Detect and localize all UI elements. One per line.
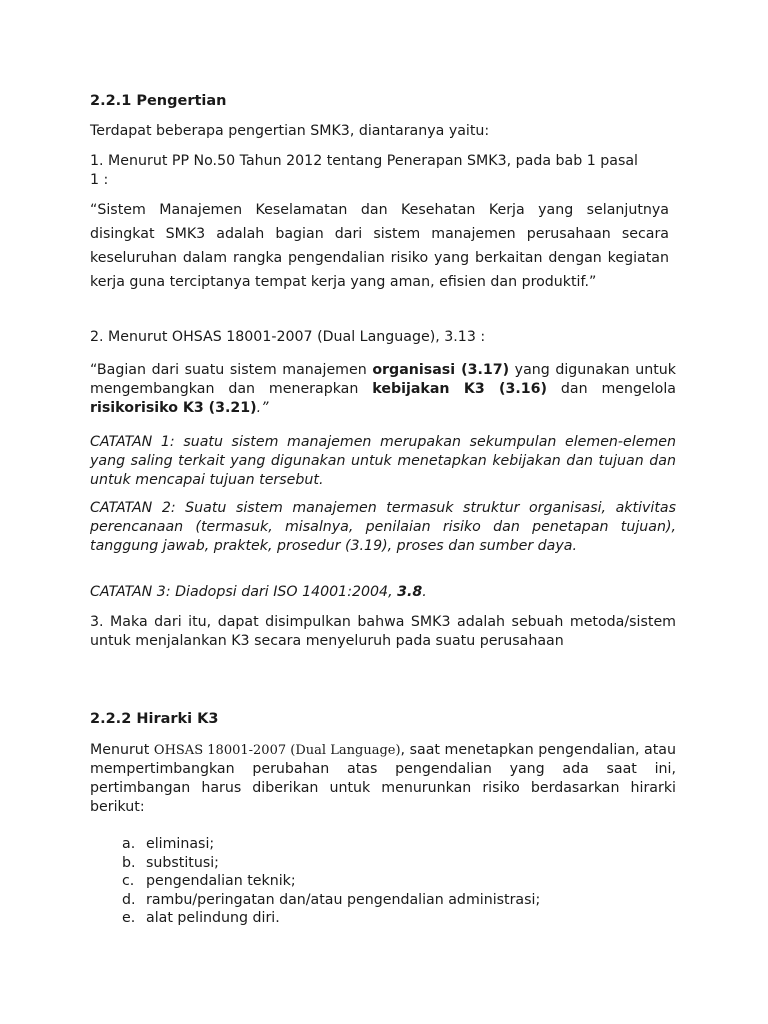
list-item-text: pengendalian teknik; [146, 873, 296, 889]
ohsas-quote [90, 361, 676, 418]
quote-text: .” [256, 400, 269, 416]
point-1-line-1: 1. Menurut PP No.50 Tahun 2012 tentang Penerapan SMK3, pada bab 1 pasal [90, 153, 639, 169]
catatan-3-text: CATATAN 3: Diadopsi dari ISO 14001:2004, [90, 584, 398, 600]
intro-text: , saat menetapkan pengendalian, atau mempertimbangkan perubahan atas pengendalian yang ada saat ini, pertimbangan harus diberikan untuk menurunkan risiko berdasarkan hirarki berikut: [90, 742, 676, 815]
list-marker: d. [122, 891, 136, 908]
term-organisasi: organisasi (3.17) [372, 362, 510, 378]
ohsas-reference: OHSAS 18001-2007 (Dual Language) [153, 743, 401, 758]
list-item-text: substitusi; [146, 854, 219, 871]
list-item-text: rambu/peringatan dan/atau pengendalian administrasi; [146, 891, 541, 908]
hirarki-intro [90, 741, 676, 817]
section-heading: 2.2.2 Hirarki K3 [90, 711, 219, 727]
point-3: 3. Maka dari itu, dapat disimpulkan bahwa SMK3 adalah sebuah metoda/sistem untuk menjalankan K3 secara menyeluruh pada suatu perusahaan [90, 614, 676, 649]
list-marker: e. [122, 910, 136, 926]
point-1-line-2: 1 : [90, 172, 109, 188]
intro-paragraph: Terdapat beberapa pengertian SMK3, diantaranya yaitu: [90, 123, 490, 139]
hierarchy-list [122, 835, 672, 928]
catatan-3 [90, 584, 676, 600]
catatan-3-ref: 3.8 [397, 584, 423, 600]
list-marker: c. [122, 873, 135, 889]
section-heading: 2.2.1 Pengertian [90, 93, 227, 109]
list-marker: a. [122, 836, 136, 852]
list-item [122, 854, 672, 873]
quote-text: dan mengelola [546, 381, 676, 397]
intro-text: Menurut [90, 742, 154, 758]
definition-quote: “Sistem Manajemen Keselamatan dan Kesehatan Kerja yang selanjutnya disingkat SMK3 adalah bagian dari sistem manajemen perusahaan secara keseluruhan dalam rangka pengendalian risiko yang berkaitan dengan kegiatan kerja guna terciptanya tempat kerja yang aman, efisien dan produktif.” [90, 202, 669, 290]
list-item-text: eliminasi; [146, 836, 215, 852]
list-item [122, 909, 672, 928]
catatan-1: CATATAN 1: suatu sistem manajemen merupakan sekumpulan elemen-elemen yang saling terkait yang digunakan untuk menetapkan kebijakan dan tujuan dan untuk mencapai tujuan tersebut. [90, 434, 676, 488]
list-marker: b. [122, 854, 136, 871]
point-2: 2. Menurut OHSAS 18001-2007 (Dual Language), 3.13 : [90, 329, 486, 345]
list-item-text: alat pelindung diri. [146, 910, 280, 926]
list-item [122, 872, 672, 891]
quote-text: yang digunakan untuk mengembangkan dan menerapkan [90, 362, 676, 397]
term-kebijakan: kebijakan K3 (3.16) [372, 381, 547, 397]
quote-text: “Bagian dari suatu sistem manajemen [90, 362, 373, 378]
list-item [122, 835, 672, 854]
catatan-3-end: . [422, 584, 427, 600]
term-risiko: risikorisiko K3 (3.21) [90, 400, 257, 416]
catatan-2: CATATAN 2: Suatu sistem manajemen termasuk struktur organisasi, aktivitas perencanaan (termasuk, misalnya, penilaian risiko dan penetapan tujuan), tanggung jawab, praktek, prosedur (3.19), proses dan sumber daya. [90, 500, 676, 554]
list-item [122, 891, 672, 910]
